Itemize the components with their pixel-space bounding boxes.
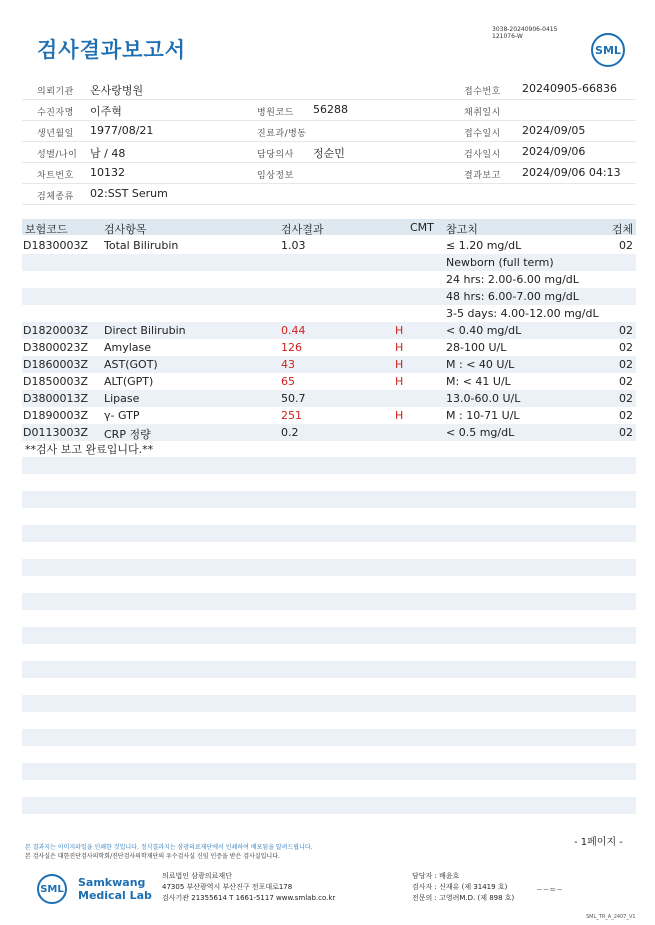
cell-flag: H	[395, 409, 404, 422]
results-table-header	[22, 219, 636, 235]
cell-result: 126	[281, 341, 302, 354]
cell-flag: H	[395, 324, 404, 337]
specimen-value: 02:SST Serum	[90, 187, 168, 200]
col-code: 보험코드	[25, 223, 68, 236]
cell-code: D3800023Z	[23, 341, 88, 354]
footer-contact: 검사기관 21355614 T 1661-5117 www.smlab.co.kr	[162, 894, 336, 902]
empty-row-band	[22, 729, 636, 746]
signature-icon: ~∽≈~	[536, 885, 563, 894]
footer-brand-line2: Medical Lab	[78, 889, 152, 902]
cell-ref: 3-5 days: 4.00-12.00 mg/dL	[446, 307, 599, 320]
footer-staff-info	[412, 871, 514, 904]
cell-ref: M: < 41 U/L	[446, 375, 511, 388]
receipt-date-value: 2024/09/05	[522, 124, 586, 137]
cell-item: Total Bilirubin	[104, 239, 179, 252]
cell-item: γ- GTP	[104, 409, 140, 422]
col-result: 검사결과	[281, 223, 324, 236]
table-row	[22, 373, 636, 390]
receipt-no-value: 20240905-66836	[522, 82, 617, 95]
empty-row-band	[22, 661, 636, 678]
footer-staff-specialist: 전문의 : 고영려M.D. (제 898 호)	[412, 894, 515, 902]
hospital-code-value: 56288	[313, 103, 348, 116]
form-code: SML_TR_A_2407_V1	[586, 914, 636, 920]
cell-ref: 13.0-60.0 U/L	[446, 392, 521, 405]
cell-ref: < 0.5 mg/dL	[446, 426, 515, 439]
col-ref: 참고치	[446, 223, 478, 236]
cell-flag: H	[395, 341, 404, 354]
cell-result: 65	[281, 375, 295, 388]
dob-value: 1977/08/21	[90, 124, 154, 137]
cell-specimen: 02	[619, 341, 633, 354]
col-specimen: 검체	[612, 223, 634, 236]
cell-code: D3800013Z	[23, 392, 88, 405]
chart-no-label: 차트번호	[37, 171, 74, 181]
empty-row-band	[22, 559, 636, 576]
table-row	[22, 254, 636, 271]
cell-item: ALT(GPT)	[104, 375, 154, 388]
cell-flag: H	[395, 358, 404, 371]
collect-date-label: 채취일시	[464, 108, 501, 118]
empty-row-band	[22, 627, 636, 644]
info-row-5	[22, 163, 636, 184]
cell-specimen: 02	[619, 358, 633, 371]
cell-specimen: 02	[619, 392, 633, 405]
col-cmt: CMT	[410, 221, 434, 234]
disclaimer-image-copy: 본 결과지는 이미지파일을 인쇄한 것입니다. 정식결과지는 삼광의료재단에서 인쇄하여 배포됨을 알려드립니다.	[25, 844, 313, 851]
sml-logo: SML	[591, 33, 625, 67]
document-code-line2: 121076-W	[492, 33, 523, 40]
footer-sml-logo: SML	[37, 874, 67, 904]
receipt-no-label: 접수번호	[464, 87, 501, 97]
cell-code: D1850003Z	[23, 375, 88, 388]
document-code-line1: 3038-20240906-0415	[492, 26, 558, 33]
cell-result: 1.03	[281, 239, 306, 252]
footer-org: 의료법인 삼광의료재단	[162, 872, 232, 880]
cell-code: D1890003Z	[23, 409, 88, 422]
cell-result: 0.2	[281, 426, 299, 439]
facility-label: 의뢰기관	[37, 87, 74, 97]
table-row	[22, 407, 636, 424]
cell-specimen: 02	[619, 375, 633, 388]
footer-staff-manager: 담당자 : 배윤호	[412, 872, 460, 880]
empty-row-band	[22, 695, 636, 712]
table-row	[22, 288, 636, 305]
cell-result: 0.44	[281, 324, 306, 337]
specimen-label: 검체종류	[37, 192, 74, 202]
dob-label: 생년월일	[37, 129, 74, 139]
footer-org-info	[162, 871, 335, 904]
doctor-label: 담당의사	[257, 150, 294, 160]
document-code	[492, 26, 557, 40]
page-title: 검사결과보고서	[37, 38, 187, 62]
cell-code: D1860003Z	[23, 358, 88, 371]
empty-row-band	[22, 491, 636, 508]
cell-specimen: 02	[619, 409, 633, 422]
empty-row-band	[22, 457, 636, 474]
cell-specimen: 02	[619, 426, 633, 439]
cell-ref: ≤ 1.20 mg/dL	[446, 239, 522, 252]
table-row	[22, 271, 636, 288]
cell-ref: M : < 40 U/L	[446, 358, 515, 371]
footer-address: 47305 부산광역시 부산진구 전포대로178	[162, 883, 293, 891]
cell-result: 50.7	[281, 392, 306, 405]
empty-row-band	[22, 525, 636, 542]
table-row	[22, 322, 636, 339]
empty-row-band	[22, 797, 636, 814]
clinical-label: 임상정보	[257, 171, 294, 181]
cell-ref: 28-100 U/L	[446, 341, 507, 354]
footer-brand-line1: Samkwang	[78, 876, 146, 889]
cell-ref: Newborn (full term)	[446, 256, 554, 269]
table-row	[22, 305, 636, 322]
info-row-2	[22, 100, 636, 121]
patient-label: 수진자명	[37, 108, 74, 118]
info-row-6	[22, 184, 636, 205]
cell-specimen: 02	[619, 239, 633, 252]
cell-ref: < 0.40 mg/dL	[446, 324, 522, 337]
cell-code: D1820003Z	[23, 324, 88, 337]
cell-code: D1830003Z	[23, 239, 88, 252]
sex-age-label: 성별/나이	[37, 150, 78, 160]
cell-item: Lipase	[104, 392, 140, 405]
table-row	[22, 339, 636, 356]
footer-brand	[78, 876, 152, 902]
sex-age-value: 남 / 48	[90, 147, 126, 160]
table-row	[22, 237, 636, 254]
table-row	[22, 356, 636, 373]
report-end-note: **검사 보고 완료입니다.**	[25, 443, 154, 456]
report-date-value: 2024/09/06 04:13	[522, 166, 621, 179]
cell-item: Amylase	[104, 341, 152, 354]
info-row-1	[22, 79, 636, 100]
cell-ref: 24 hrs: 2.00-6.00 mg/dL	[446, 273, 579, 286]
cell-result: 251	[281, 409, 302, 422]
footer-staff-tester: 검사자 : 신재유 (제 31419 호)	[412, 883, 508, 891]
page-indicator: - 1페이지 -	[574, 837, 623, 848]
receipt-date-label: 접수일시	[464, 129, 501, 139]
empty-row-band	[22, 593, 636, 610]
table-row	[22, 390, 636, 407]
col-item: 검사항목	[104, 223, 147, 236]
facility-value: 온사랑병원	[90, 84, 144, 97]
test-date-value: 2024/09/06	[522, 145, 586, 158]
dept-label: 진료과/병동	[257, 129, 307, 139]
cell-ref: 48 hrs: 6.00-7.00 mg/dL	[446, 290, 579, 303]
info-row-4	[22, 142, 636, 163]
cell-item: Direct Bilirubin	[104, 324, 186, 337]
cell-specimen: 02	[619, 324, 633, 337]
report-date-label: 결과보고	[464, 171, 501, 181]
disclaimer-certification: 본 검사실은 대한진단검사의학회/진단검사의학재단의 우수검사실 신임 인증을 받은 검사실입니다.	[25, 853, 280, 860]
cell-code: D0113003Z	[23, 426, 88, 439]
cell-result: 43	[281, 358, 295, 371]
hospital-code-label: 병원코드	[257, 108, 294, 118]
empty-row-band	[22, 763, 636, 780]
cell-ref: M : 10-71 U/L	[446, 409, 520, 422]
test-date-label: 검사일시	[464, 150, 501, 160]
chart-no-value: 10132	[90, 166, 125, 179]
cell-item: AST(GOT)	[104, 358, 158, 371]
cell-flag: H	[395, 375, 404, 388]
info-row-3	[22, 121, 636, 142]
cell-item: CRP 정량	[104, 428, 151, 441]
table-row	[22, 424, 636, 441]
patient-value: 이주혁	[90, 105, 122, 118]
doctor-value: 정순민	[313, 147, 345, 160]
